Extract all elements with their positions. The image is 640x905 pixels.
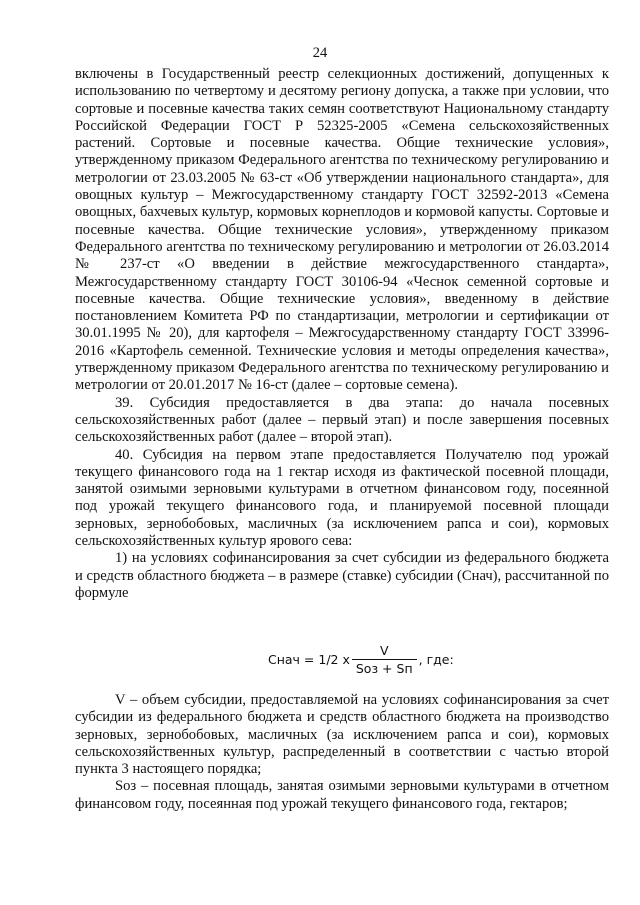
definition-soz: Sоз – посевная площадь, занятая озимыми зерновыми культурами в отчетном финансовом году, посеянная под урожай текущего финансового года, гектаров; bbox=[75, 778, 609, 812]
formula-suffix: , где: bbox=[418, 651, 454, 667]
page-number: 24 bbox=[312, 45, 328, 61]
formula-denominator: Sоз + Sп bbox=[355, 660, 413, 676]
paragraph-40-item-1: 1) на условиях софинансирования за счет субсидии из федерального бюджета и средств областного бюджета – в размере (ставке) субсидии (Снач), рассчитанной по формуле bbox=[75, 550, 609, 601]
formula-definitions bbox=[75, 692, 609, 813]
definition-v: V – объем субсидии, предоставляемой на условиях софинансирования за счет субсидии из федерального бюджета и средств областного бюджета на производство зерновых, зернобобовых, масличных (за исключением рапса и сои), кормовых сельскохозяйственных культур, распределенный в соответствии с частью второй пункта 3 настоящего порядка; bbox=[75, 692, 609, 778]
subsidy-rate-formula bbox=[268, 638, 454, 680]
paragraph-40: 40. Субсидия на первом этапе предоставляется Получателю под урожай текущего финансового года на 1 гектар исходя из фактической посевной площади, занятой озимыми зерновыми культурами в отчетном финансовом году, посеянной под урожай текущего финансового года, и планируемой посевной площади зерновых, зернобобовых, масличных (за исключением рапса и сои), кормовых сельскохозяйственных культур ярового сева: bbox=[75, 446, 609, 550]
paragraph-39: 39. Субсидия предоставляется в два этапа: до начала посевных сельскохозяйственных работ (далее – первый этап) и после завершения посевных сельскохозяйственных работ (далее – второй этап). bbox=[75, 394, 609, 446]
formula-lhs: Снач = 1/2 x bbox=[268, 651, 350, 667]
formula-numerator: V bbox=[379, 642, 389, 658]
paragraph-continuation: включены в Государственный реестр селекционных достижений, допущенных к использованию по четвертому и десятому региону допуска, а также при условии, что сортовые и посевные качества таких семян соответствуют Национальному стандарту Российской Федерации ГОСТ Р 52325-2005 «Семена сельскохозяйственных растений. Сортовые и посевные качества. Общие технические условия», утвержденному приказом Федерального агентства по техническому регулированию и метрологии от 23.03.2005 № 63-ст «Об утверждении национального стандарта», для овощных культур – Межгосударственному стандарту ГОСТ 32592-2013 «Семена овощных, бахчевых культур, кормовых корнеплодов и кормовой капусты. Сортовые и посевные качества. Общие технические условия», утвержденному приказом Федерального агентства по техническому регулированию и метрологии от 26.03.2014 № 237-ст «О введении в действие межгосударственного стандарта», Межгосударственному стандарту ГОСТ 30106-94 «Чеснок семенной сортовые и посевные качества. Общие технические условия», введенному в действие постановлением Комитета РФ по стандартизации, метрологии и сертификации от 30.01.1995 № 20), для картофеля – Межгосударственному стандарту ГОСТ 33996-2016 «Картофель семенной. Технические условия и методы определения качества», утвержденному приказом Федерального агентства по техническому регулированию и метрологии от 20.01.2017 № 16-ст (далее – сортовые семена). bbox=[75, 66, 609, 394]
formula-fraction bbox=[352, 643, 417, 676]
document-body bbox=[75, 66, 609, 602]
